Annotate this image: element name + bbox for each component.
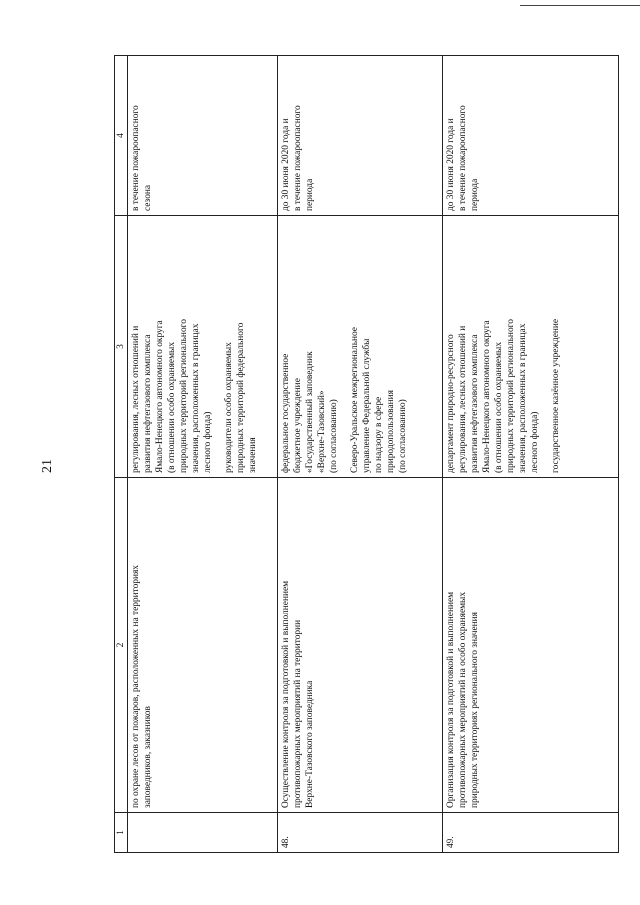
executor-line: развития нефтегазового комплекса: [143, 334, 154, 473]
page-number: 21: [40, 459, 55, 473]
executor-line: федеральное государственное: [281, 353, 292, 473]
deadline-line: периода: [470, 178, 481, 211]
deadline-cell: [443, 56, 619, 216]
executor-line: бюджетное учреждение: [293, 378, 304, 473]
task-cell: [128, 478, 278, 813]
executor-line: (по согласованию): [398, 399, 409, 473]
block-gap: [214, 220, 223, 473]
deadline-line: в течение пожароопасного: [458, 105, 469, 211]
executor-line: (в отношении особо охраняемых: [167, 341, 178, 473]
deadline-line: в течение пожароопасного: [293, 105, 304, 211]
executor-cell: [128, 216, 278, 478]
executor-line: (в отношении особо охраняемых: [494, 341, 505, 473]
task-line: природных территориях регионального значения: [470, 612, 481, 808]
deadline-line: периода: [305, 178, 316, 211]
deadline-line: до 30 июня 2020 года и: [446, 118, 457, 211]
executor-cell: [443, 216, 619, 478]
block-gap: [340, 220, 349, 473]
executor-line: лесного фонда): [203, 411, 214, 473]
task-line: Организация контроля за подготовкой и выполнением: [446, 591, 457, 808]
task-line: противопожарных мероприятий на территории: [293, 619, 304, 808]
header-cell: 2: [115, 478, 128, 813]
top-right-rule: [520, 5, 640, 6]
header-cell: 4: [115, 56, 128, 216]
executor-line: по надзору в сфере: [374, 396, 385, 473]
task-line: противопожарных мероприятий на особо охраняемых: [458, 591, 469, 808]
executor-line: природных территорий федерального: [236, 322, 247, 473]
executor-line: Северо-Уральское межрегиональное: [350, 327, 361, 473]
executor-line: значения, расположенных в границах: [518, 323, 529, 473]
executor-line: государственное казённое учреждение: [551, 318, 562, 473]
row-number-cell: [128, 813, 278, 853]
executor-line: «Верхне-Тазовский»: [317, 390, 328, 473]
executor-line: природных территорий регионального: [506, 319, 517, 473]
executor-line: природопользования: [386, 390, 397, 473]
deadline-line: в течение пожароопасного: [131, 105, 142, 211]
executor-line: регулирования, лесных отношений и: [131, 325, 142, 473]
row-number-cell: 48.: [278, 813, 443, 853]
executor-line: природных территорий регионального: [179, 319, 190, 473]
rotated-table-wrapper: [114, 56, 595, 853]
header-cell: 3: [115, 216, 128, 478]
row-number-cell: 49.: [443, 813, 619, 853]
table-header-row: [115, 56, 128, 853]
deadline-line: до 30 июня 2020 года и: [281, 118, 292, 211]
header-cell: 1: [115, 813, 128, 853]
deadline-line: сезона: [143, 184, 154, 211]
task-cell: [443, 478, 619, 813]
task-cell: [278, 478, 443, 813]
table-row: [278, 56, 443, 853]
executor-line: (по согласованию): [329, 399, 340, 473]
task-line: по охране лесов от пожаров, расположенных на территориях: [131, 565, 142, 808]
table-row: [128, 56, 278, 853]
block-gap: [541, 220, 550, 473]
executor-line: лесного фонда): [530, 411, 541, 473]
task-line: Верхне-Тазовского заповедника: [305, 680, 316, 808]
executor-line: департамент природно-ресурсного: [446, 334, 457, 473]
task-line: заповедников, заказников: [143, 706, 154, 808]
executor-line: развития нефтегазового комплекса: [470, 334, 481, 473]
executor-line: управление Федеральной службы: [362, 338, 373, 473]
table-row: [443, 56, 619, 853]
executor-line: «Государственный заповедник: [305, 351, 316, 473]
executor-line: значения: [248, 437, 259, 473]
measures-table: [114, 55, 619, 853]
deadline-cell: [128, 56, 278, 216]
executor-line: Ямало-Ненецкого автономного округа: [482, 320, 493, 473]
deadline-cell: [278, 56, 443, 216]
executor-line: значения, расположенных в границах: [191, 323, 202, 473]
executor-line: регулирования, лесных отношений и: [458, 325, 469, 473]
task-line: Осуществление контроля за подготовкой и выполнением: [281, 580, 292, 808]
executor-line: Ямало-Ненецкого автономного округа: [155, 320, 166, 473]
executor-cell: [278, 216, 443, 478]
executor-line: руководители особо охраняемых: [224, 342, 235, 473]
